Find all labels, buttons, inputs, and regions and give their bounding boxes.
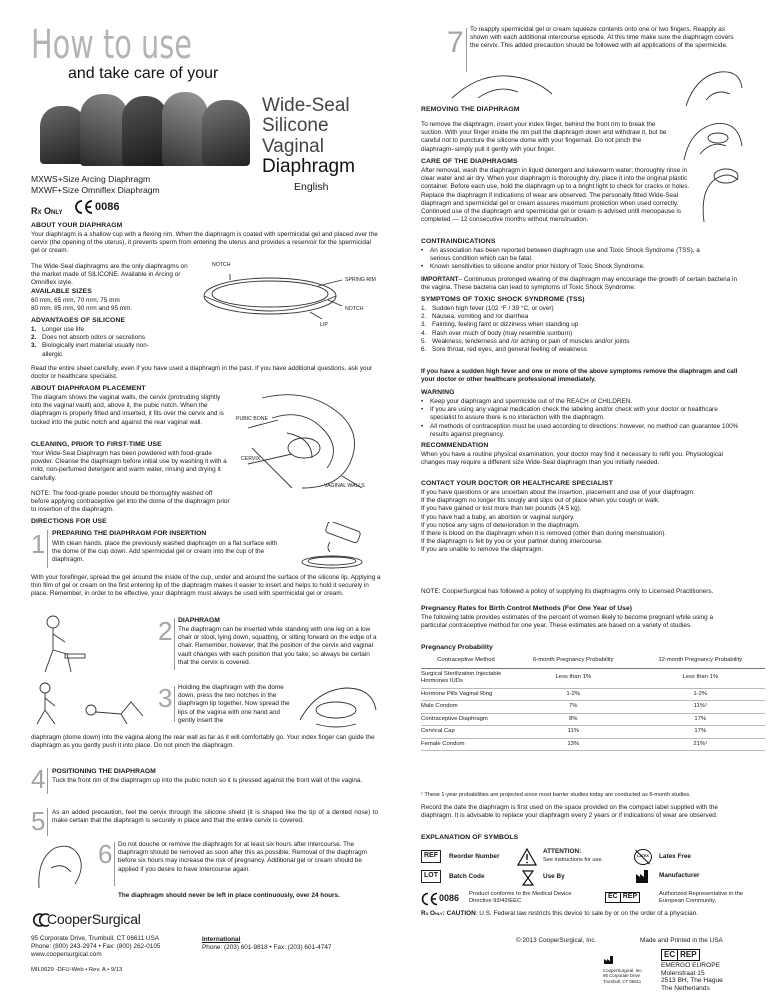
step4-text: Tuck the front rim of the diaphragm up into the pubic notch so it is pressed against the front wall of the vagina. xyxy=(52,777,363,784)
placement-heading: ABOUT DIAPHRAGM PLACEMENT xyxy=(31,385,146,392)
list-item: 2. Nausea, vomiting and /or diarrhea xyxy=(421,313,529,321)
made-in: Made and Printed in the USA xyxy=(640,937,723,944)
symbols-grid xyxy=(421,848,761,908)
pregnancy-rates-heading: Pregnancy Rates for Birth Control Methods (For One Year of Use) xyxy=(421,605,632,612)
factory-icon-small xyxy=(603,955,619,965)
contact-line: If the diaphragm is felt by you or your partner during intercourse. xyxy=(421,538,603,546)
sizes-heading: AVAILABLE SIZES xyxy=(31,288,92,295)
column-header: 12-month Pregnancy Probability xyxy=(636,654,765,668)
ce-label: Product conforms to the Medical Device Directive 93/42/EEC xyxy=(469,891,572,905)
address-line-2: Phone: (800) 243-2974 • Fax: (800) 262-0105 xyxy=(31,943,161,950)
care-heading: CARE OF THE DIAPHRAGMS xyxy=(421,158,518,165)
ce-icon xyxy=(421,892,439,906)
address-line-3: www.coopersurgical.com xyxy=(31,951,102,958)
product-line-2: Silicone xyxy=(262,115,329,137)
tss-symptoms-list xyxy=(421,305,741,354)
attention-sub: See instructions for use. xyxy=(543,857,604,863)
list-item: • If you are using any vaginal medication check the labeling and/or check with your doctor or healthcare specialist to assure there is no interaction with the diaphragm. xyxy=(421,406,743,422)
diaphragm-diagram xyxy=(190,262,380,322)
woman-photo-5 xyxy=(202,100,250,166)
advantages-heading: ADVANTAGES OF SILICONE xyxy=(31,317,126,324)
list-item: 1. Sudden high fever (102 °F / 39 °C, or over) xyxy=(421,305,554,312)
page-title: How to use xyxy=(31,22,193,68)
probability-table xyxy=(421,654,765,751)
removing-heading: REMOVING THE DIAPHRAGM xyxy=(421,106,520,113)
small-cooper-logo xyxy=(603,955,655,984)
step1-text-2: With your forefinger, spread the gel around the inside of the cup, under and around the surface of the silicone lip. Applying a thin film of gel or cream on the first entering lip of the diaphragm makes it easier to insert and helps to hold it securely in place. Remember, in order to be effective, your diaphragm must always be used with spermicidal gel or cream. xyxy=(31,574,381,598)
label-notch-right: NOTCH xyxy=(345,306,364,312)
divider xyxy=(174,618,175,670)
ce-symbol: 0086 xyxy=(421,892,459,906)
address-line-1: 95 Corporate Drive, Trumbull, CT 06611 USA xyxy=(31,935,159,942)
step1-text: With clean hands, place the previously washed diaphragm on a flat surface with the dome of the cup down. Add spermicidal gel or cream into the cup of the diaphragm. xyxy=(52,540,278,564)
column-header: Contraceptive Method xyxy=(421,654,511,668)
reapply-tube-illustration xyxy=(676,66,746,110)
contact-line: If there is blood on the diaphragm when it is removed (other than during menstruation). xyxy=(421,529,667,537)
probability-table-wrap xyxy=(421,654,765,751)
step6-text: Do not douche or remove the diaphragm for at least six hours after intercourse. The diaphragm should be removed as soon after this as possible. Removal of the diaphragm before six hours may increase the risk of pregnancy. Additional gel or cream should be applied if you desire to have intercourse again. xyxy=(118,841,368,873)
emergo-address xyxy=(661,962,723,992)
emergo-line: The Netherlands xyxy=(661,984,710,992)
emergo-line: EMERGO EUROPE xyxy=(661,962,720,969)
positions-illustration xyxy=(31,680,171,728)
cleaning-note: NOTE: The food-grade powder should be thoroughly washed off before applying contraceptive gel into the dome of the diaphragm prior to insertion of the diaphragm. xyxy=(31,490,230,514)
ref-label: Reorder Number xyxy=(449,853,500,860)
manufacturer-label: Manufacturer xyxy=(659,872,700,879)
warning-heading: WARNING xyxy=(421,389,455,396)
ec-rep-label: Authorized Representative in the European Community. xyxy=(659,891,744,905)
table-row: Hormone Pills Vaginal Ring 1-2% 1-2% xyxy=(421,688,765,701)
sizes-line-1: 60 mm, 65 mm, 70 mm, 75 mm xyxy=(31,297,120,304)
label-lip: LIP xyxy=(320,322,328,328)
divider xyxy=(466,28,467,72)
recommendation-heading: RECOMMENDATION xyxy=(421,442,489,449)
attention-label: ATTENTION: xyxy=(543,848,582,855)
list-item: 6. Sore throat, red eyes, and general feeling of weakness xyxy=(421,345,587,353)
list-item: 3. Biologically inert material usually non-allergic xyxy=(31,342,149,358)
contraindications-list xyxy=(421,247,721,272)
step6-bold-warning: The diaphragm should never be left in place continuously, over 24 hours. xyxy=(118,892,340,899)
record-date-note: Record the date the diaphragm is first used on the space provided on the compact label supplied with the diaphragm. It is advisable to replace your diaphragm every 2 years or if indications of wear are observed. xyxy=(421,804,718,820)
column-header: 6-month Pregnancy Probability xyxy=(511,654,636,668)
removal-hand-illustration xyxy=(31,838,91,894)
rx-only-label: Rx Only xyxy=(31,206,63,216)
factory-icon xyxy=(635,868,651,884)
copyright: © 2013 CooperSurgical, Inc. xyxy=(516,937,597,944)
list-item: 2. Does not absorb odors or secretions xyxy=(31,334,146,342)
advantages-list xyxy=(31,326,151,359)
contact-line: If the diaphragm no longer fits snugly and slips out of place when you cough or walk. xyxy=(421,497,660,505)
insertion-illustration xyxy=(296,680,380,732)
list-item: • Keep your diaphragm and spermicide out of the REACH of CHILDREN. xyxy=(421,398,743,406)
list-item: • An association has been reported between diaphragm use and Toxic Shock Syndrome (TSS), a serious condition which can be fatal. xyxy=(421,247,721,263)
intl-heading: International xyxy=(202,936,241,943)
step4-heading: POSITIONING THE DIAPHRAGM xyxy=(52,768,156,775)
care-hand-illustration xyxy=(696,162,746,226)
step2-text: The diaphragm can be inserted while standing with one leg on a low chair or stool, lying down, squatting, or sitting forward on the edge of a chair. Remember, however, that the position of the cervix and vaginal vault changes with each position that you take, so always be certain that the cervix is covered. xyxy=(178,626,377,666)
list-item: 1. Longer use life xyxy=(31,326,84,333)
small-logo-line: 95 Corporate Drive xyxy=(603,973,641,979)
recommendation-text: When you have a routine physical examination, your doctor may find it necessary to refit you. Physiological changes may require a different size Wide-Seal diaphragm than you initially needed. xyxy=(421,451,723,467)
contact-line: If you have gained or lost more than ten pounds (4.5 kg). xyxy=(421,505,582,513)
ce-icon xyxy=(74,199,94,215)
language-label: English xyxy=(294,181,329,193)
step3-text: Holding the diaphragm with the dome down, press the two notches in the diaphragm lip together. Now spread the lips of the vagina with one hand and gently insert the xyxy=(178,684,290,724)
symbols-heading: EXPLANATION OF SYMBOLS xyxy=(421,834,519,841)
divider xyxy=(47,768,48,794)
list-item: • Known sensitivities to silicone and/or prior history of Toxic Shock Syndrome. xyxy=(421,263,721,271)
tss-action-warning: If you have a sudden high fever and one or more of the above symptoms remove the diaphragm and call your doctor or other healthcare professional immediately. xyxy=(421,368,738,384)
hourglass-icon xyxy=(521,870,535,886)
sizes-line-2: 80 mm, 85 mm, 90 mm and 95 mm. xyxy=(31,305,133,312)
intl-phone: Phone: (203) 601-9818 • Fax: (203) 601-4747 xyxy=(202,944,332,951)
directions-heading: DIRECTIONS FOR USE xyxy=(31,518,107,525)
reapply-illustration xyxy=(448,68,558,102)
table-row: Surgical Sterilization Injectable Hormones IUDs Less than 1% Less than 1% xyxy=(421,668,765,688)
removing-text: To remove the diaphragm, insert your index finger, behind the front rim to break the suction. With your finger inside the rim pull the diaphragm down and withdraw it, but be careful not to puncture the silicone dome with your fingernail. Do not pinch the diaphragm–simply pull it gently with your finger. xyxy=(421,121,667,153)
list-item: 3. Fainting, feeling faint or dizziness when standing up xyxy=(421,321,579,329)
step2-heading: DIAPHRAGM xyxy=(178,617,220,624)
warning-list xyxy=(421,398,743,439)
about-heading: ABOUT YOUR DIAPHRAGM xyxy=(31,222,123,229)
product-line-4: Diaphragm xyxy=(262,155,355,177)
lot-label: Batch Code xyxy=(449,873,485,880)
divider xyxy=(174,686,175,722)
read-entire-note: Read the entire sheet carefully, even if you have used a diaphragm in the past. If you have additional questions, ask your doctor or healthcare specialist. xyxy=(31,365,373,381)
lot-symbol: LOT xyxy=(421,870,441,883)
step7-text: To reapply spermicidal gel or cream squeeze contents onto one or two fingers. Reapply as shown with each additional intercourse episode. At this time make sure the diaphragm covers the cervix. This added precaution should be followed with all applications of the spermicide. xyxy=(470,26,734,50)
contact-heading: CONTACT YOUR DOCTOR OR HEALTHCARE SPECIALIST xyxy=(421,480,613,487)
tss-heading: SYMPTOMS OF TOXIC SHOCK SYNDROME (TSS) xyxy=(421,296,585,303)
ec-rep-box: EC REP xyxy=(661,949,700,961)
list-item: 4. Rash over much of body (may resemble sunburn) xyxy=(421,329,573,337)
page-subtitle: and take care of your xyxy=(68,65,219,82)
product-line-3: Vaginal xyxy=(262,135,324,157)
step-number-7: 7 xyxy=(447,26,464,59)
list-item: • All methods of contraception must be used according to directions: however, no method can guarantee 100% results against pregnancy. xyxy=(421,423,743,439)
cleaning-heading: CLEANING, PRIOR TO FIRST-TIME USE xyxy=(31,441,162,448)
coopersurgical-logo xyxy=(31,911,141,929)
ce-mark xyxy=(74,199,119,215)
ref-symbol: REF xyxy=(421,850,441,863)
use-by-label: Use By xyxy=(543,873,565,880)
divider xyxy=(114,842,115,886)
contact-line: If you are unable to remove the diaphragm. xyxy=(421,546,544,554)
step-number-4: 4 xyxy=(31,764,46,794)
about-text: Your diaphragm is a shallow cup with a flexing rim. When the diaphragm is coated with spermicidal gel and placed over the cervix (the opening of the uterus), it prevents sperm from entering the uterus and provides a reservoir for the spermicidal gel or cream. xyxy=(31,231,378,255)
label-cervix: CERVIX xyxy=(241,456,261,462)
step-number-1: 1 xyxy=(31,529,46,559)
label-notch-top: NOTCH xyxy=(212,262,231,268)
contraindications-heading: CONTRAINDICATIONS xyxy=(421,238,496,245)
list-item: 5. Weakness, tenderness and /or aching or pain of muscles and/or joints xyxy=(421,337,630,345)
ec-rep-symbol: EC REP xyxy=(605,892,640,903)
label-spring-rim: SPRING RIM xyxy=(345,277,376,283)
table-header-row xyxy=(421,654,765,668)
model-arcing: MXWS+Size Arcing Diaphragm xyxy=(31,174,151,184)
product-name xyxy=(262,96,382,177)
latex-free-icon: LATEX xyxy=(633,848,653,866)
step3-text-2: diaphragm (dome down) into the vagina along the rear wall as far as it will comfortably go. Your index finger can guide the diaphragm as you gently push it into place. Do not pinch the diaphragm. xyxy=(31,734,375,750)
step-number-6: 6 xyxy=(98,839,113,869)
contact-line: If you have questions or are uncertain about the insertion, placement and use of your diaphragm. xyxy=(421,489,695,496)
pregnancy-rates-text: The following table provides estimates of the percent of women likely to become pregnant while using a particular contraceptive method for one year. These estimates are based on a variety of studies. xyxy=(421,614,714,630)
step5-text: As an added precaution, feel the cervix through the silicone shield (it is shaped like the tip of a dented nose) to make certain that the diaphragm is securely in place and that the entire cervix is covered. xyxy=(52,809,378,825)
important-note: IMPORTANT– Continuous prolonged wearing of the diaphragm may encourage the growth of certain bacteria in the vagina. These bacteria can lead to symptoms of Toxic Shock Syndrome. xyxy=(421,276,738,292)
about-text-2: The Wide-Seal diaphragms are the only diaphragms on the market made of SILICONE. Available in Arcing or Omniflex style. xyxy=(31,263,188,287)
step-number-2: 2 xyxy=(158,616,173,646)
divider xyxy=(47,530,48,568)
table-row: Contraceptive Diaphragm 8% 17% xyxy=(421,713,765,726)
label-pubic-bone: PUBIC BONE xyxy=(236,416,268,422)
latex-free-label: Latex Free xyxy=(659,853,691,860)
table-row: Male Condom 7% 11%¹ xyxy=(421,701,765,714)
label-vaginal-walls: VAGINAL WALLS xyxy=(324,483,365,489)
standing-illustration xyxy=(31,614,99,674)
product-line-1: Wide-Seal xyxy=(262,95,350,116)
gel-tube-illustration xyxy=(286,522,378,572)
model-omniflex: MXWF+Size Omniflex Diaphragm xyxy=(31,185,160,195)
table-footnote: ¹ These 1-year probabilities are projected since most barrier studies today are conducted as 6-month studies. xyxy=(421,792,691,798)
contact-lines xyxy=(421,489,743,555)
step-number-3: 3 xyxy=(158,683,173,713)
anatomy-illustration xyxy=(232,388,382,498)
probability-heading: Pregnancy Probability xyxy=(421,644,493,651)
photo-strip xyxy=(40,92,252,170)
care-text: After removal, wash the diaphragm in liquid detergent and lukewarm water; thoroughly rinse in clear water and air dry. When your diaphragm is thoroughly dry, place it into the original plastic container. Before each use, hold the diaphragm up to a bright light to check for cracks or holes. Replace the diaphragm if indications of wear are observed. The personally fitted Wide-Seal diaphragm and spermicidal gel or cream assures maximum protection when used correctly. Continued use of the diaphragm and spermicidal gel or cream is advised until menopause is completed — 12 consecutive months without menstruation. xyxy=(421,167,690,224)
removing-illustration xyxy=(680,116,746,164)
woman-photo-2 xyxy=(80,94,128,166)
small-logo-line: CooperSurgical, Inc. xyxy=(603,968,643,974)
step1-heading: PREPARING THE DIAPHRAGM FOR INSERTION xyxy=(52,530,207,537)
licensed-note: NOTE: CooperSurgical has followed a policy of supplying its diaphragms only to Licensed Practitioners. xyxy=(421,588,714,595)
doc-code: MIL0629 -DFU-Web • Rev. A • 9/13 xyxy=(31,967,123,973)
divider xyxy=(47,808,48,836)
emergo-line: Molenstraat 15 xyxy=(661,969,705,977)
logo-text: CooperSurgical xyxy=(47,911,141,927)
contact-line: If you have had a baby, an abortion or vaginal surgery. xyxy=(421,513,575,521)
ce-number: 0086 xyxy=(95,200,120,213)
caution-statement: Rx Only: CAUTION: U.S. Federal law restricts this device to sale by or on the order of a physician. xyxy=(421,910,699,917)
warning-triangle-icon xyxy=(517,848,537,866)
placement-text: The diagram shows the vaginal walls, the cervix (protruding slightly into the vaginal vault) and, above it, the pubic notch. When the diaphragm is properly fitted and inserted, it fits over the cervix and is tucked into the pubic notch and against the rear vaginal wall. xyxy=(31,394,224,426)
emergo-line: 2513 BH, The Hague xyxy=(661,977,723,985)
contact-line: If you notice any signs of deterioration in the diaphragm. xyxy=(421,521,580,529)
step-number-5: 5 xyxy=(31,806,46,836)
cleaning-text: Your Wide-Seal Diaphragm has been powdered with food-grade powder. Cleanse the diaphragm before initial use by washing it with a mild, non-perfumed detergent and warm water, rinsing and drying it carefully. xyxy=(31,450,227,482)
table-row: Cervical Cap 11% 17% xyxy=(421,726,765,739)
small-logo-line: Trumbull, CT 06611 xyxy=(603,978,642,984)
table-row: Female Condom 13% 21%¹ xyxy=(421,738,765,751)
